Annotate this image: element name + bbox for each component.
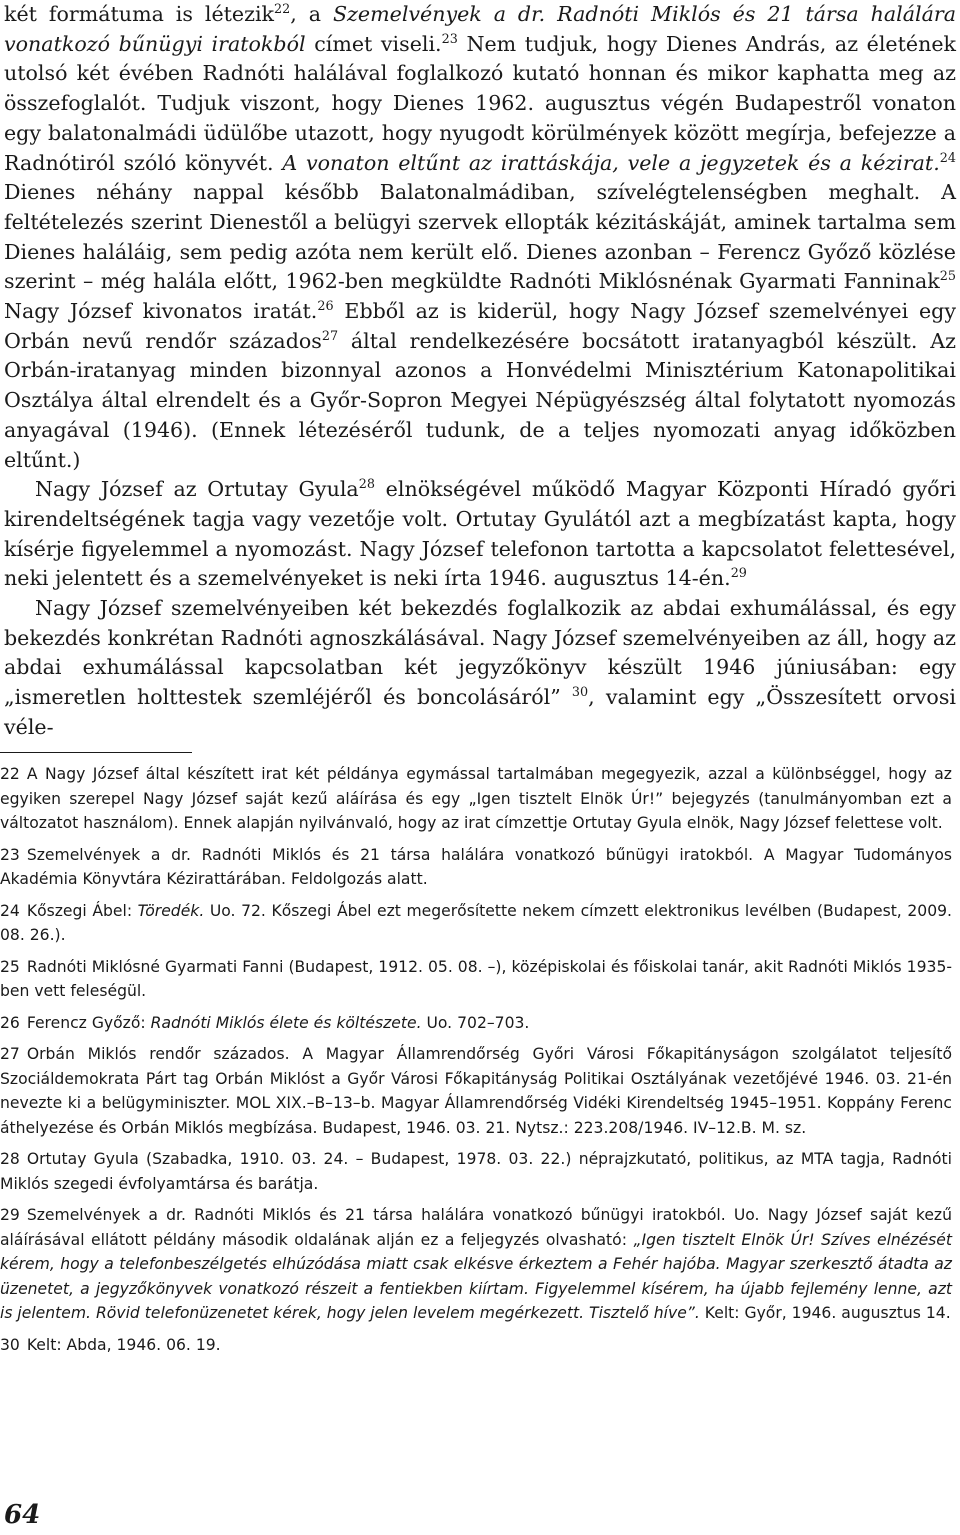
footnote-23: 23 Szemelvények a dr. Radnóti Miklós és 21 társa halálára vonatkozó bűnügyi iratokból. A Magyar Tudományos Akadémia Könyvtára Kézirattárában. Feldolgozás alatt. — [0, 845, 952, 889]
footnote-24: 24 Kőszegi Ábel: Töredék. Uo. 72. Kőszegi Ábel ezt megerősítette nekem címzett elektronikus levélben (Budapest, 2009. 08. 26.). — [0, 901, 952, 945]
footnote-ref-28[interactable]: 28 — [358, 477, 375, 493]
footnote-ref-27[interactable]: 27 — [321, 328, 339, 344]
footnote-28: 28 Ortutay Gyula (Szabadka, 1910. 03. 24. – Budapest, 1978. 03. 22.) néprajzkutató, politikus, az MTA tagja, Radnóti Miklós szegedi évfolyamtársa és barátja. — [0, 1150, 952, 1193]
footnote-26: 26 Ferencz Győző: Radnóti Miklós élete és költészete. Uo. 702–703. — [0, 1013, 530, 1032]
italic-sentence: A vonaton eltűnt az irattáskája, vele a jegyzetek és a kézirat. — [282, 150, 940, 175]
footnote-ref-30[interactable]: 30 — [571, 685, 589, 701]
footnote-22: 22 A Nagy József által készített irat két példánya egymással tartalmában megegyezik, azzal a különbséggel, hogy az egyiken szerepel Nagy József saját kezű aláírása és egy „Igen tisztelt Elnök Úr!” bejegyzés (tanulmányomban ezt a változatot használom). Ennek alapján nyilvánvaló, hogy az irat címzettje Ortutay Gyula elnök, Nagy József felettese volt. — [0, 765, 952, 833]
footnote-ref-23[interactable]: 23 — [441, 31, 458, 47]
main-text — [4, 0, 956, 743]
footnote-30: 30 Kelt: Abda, 1946. 06. 19. — [0, 1335, 221, 1354]
footnote-ref-22[interactable]: 22 — [274, 2, 291, 18]
footnote-ref-24[interactable]: 24 — [939, 150, 957, 166]
footnote-ref-26[interactable]: 26 — [317, 299, 334, 315]
paragraph-2: Nagy József az Ortutay Gyula$^{28}$ elnökségével működő Magyar Központi Híradó győri kirendeltségének tagja vagy vezetője volt. Ortutay Gyulától azt a megbízatást kapta, hogy kísérje figyelemmel a nyomozást. Nagy József telefonon tartotta a kapcsolatot felettesével, neki jelentett és a szemelvényeket is neki írta 1946. augusztus 14-én.$^{29}$ — [4, 477, 956, 591]
paragraph-3: Nagy József szemelvényeiben két bekezdés foglalkozik az abdai exhumálással, és egy bekezdés konkrétan Radnóti agnoszkálásával. Nagy József szemelvényeiben az áll, hogy az abdai exhumálással kapcsolatban két jegyzőkönyv készült 1946 júniusában: egy „ismeretlen holttestek szemléjéről és boncolásáról” $^{30}$, valamint egy „Összesített orvosi véle- — [4, 596, 956, 739]
footnote-ref-29[interactable]: 29 — [730, 566, 747, 582]
footnotes — [0, 762, 952, 1364]
footnote-29: 29 Szemelvények a dr. Radnóti Miklós és 21 társa halálára vonatkozó bűnügyi iratokból. Uo. Nagy József saját kezű aláírásával ellátott példány második oldalának alján ez a feljegyzés olvasható: „Igen tisztelt Elnök Úr! Szíves elnézését kérem, hogy a telefonbeszélgetés elhúzódása miatt csak elkésve érkeztem a Fehér hajóba. Magyar szerkesztő átadta az üzenetet, a jegyzőkönyvek vonatkozó részeit a fentiekben kiírtam. Figyelemmel kísérem, ha újabb fejlemény lenne, azt is jelentem. Rövid telefonüzenetet kérek, hogy jelen levelem megérkezett. Tisztelő híve”. Kelt: Győr, 1946. augusztus 14. — [0, 1206, 952, 1323]
page-number: 64 — [4, 1500, 41, 1530]
italic-title: Szemelvények a dr. Radnóti Miklós és 21 társa halálára vonatkozó bűnügyi iratokból — [4, 2, 956, 56]
footnote-ref-25[interactable]: 25 — [939, 269, 956, 285]
footnote-separator — [0, 752, 192, 753]
document-page — [4, 0, 956, 743]
footnote-27: 27 Orbán Miklós rendőr százados. A Magyar Államrendőrség Győri Városi Főkapitányságon szolgálatot teljesítő Szociáldemokrata Párt tag Orbán Miklóst a Győr Városi Főkapitányság Politikai Osztályának vezetőjévé 1946. 03. 21-én nevezte ki a belügyminiszter. MOL XIX.–B–13–b. Magyar Államrendőrség Vidéki Kirendeltség 1945–1951. Koppány Ferenc áthelyezése és Orbán Miklós megbízása. Budapest, 1946. 03. 21. Nytsz.: 223.208/1946. IV–12.B. M. sz. — [0, 1044, 952, 1137]
paragraph-1: két formátuma is létezik$^{22}$, a Szemelvények a dr. Radnóti Miklós és 21 társa halálára vonatkozó bűnügyi iratokból címet viseli.$^{23}$ Nem tudjuk, hogy Dienes András, az életének utolsó két évében Radnóti halálával foglalkozó kutató honnan és mikor kaphatta meg az összefoglalót. Tudjuk viszont, hogy Dienes 1962. augusztus végén Budapestről vonaton egy balatonalmádi üdülőbe utazott, hogy nyugodt körülmények között megírja, befejezze a Radnótiról szóló könyvét. A vonaton eltűnt az irattáskája, vele a jegyzetek és a kézirat.$^{24}$ Dienes néhány nappal később Balatonalmádiban, szívelégtelenségben meghalt. A feltételezés szerint Dienestől a belügyi szervek ellopták kézitáskáját, aminek tartalma sem Dienes haláláig, sem pedig azóta nem került elő. Dienes azonban – Ferencz Győző közlése szerint – még halála előtt, 1962-ben megküldte Radnóti Miklósnénak Gyarmati Fanninak$^{25}$ Nagy József kivonatos iratát.$^{26}$ Ebből az is kiderül, hogy Nagy József szemelvényei egy Orbán nevű rendőr százados$^{27}$ által rendelkezésére bocsátott iratanyagból készült. Az Orbán-iratanyag minden bizonnyal azonos a Honvédelmi Minisztérium Katonapolitikai Osztálya által elrendelt és a Győr-Sopron Megyei Népügyészség által folytatott nyomozás anyagával (1946). (Ennek létezéséről tudunk, de a teljes nyomozati anyag időközben eltűnt.) — [4, 2, 957, 472]
footnote-25: 25 Radnóti Miklósné Gyarmati Fanni (Budapest, 1912. 05. 08. –), középiskolai és főiskolai tanár, akit Radnóti Miklós 1935-ben vett feleségül. — [0, 957, 952, 1001]
